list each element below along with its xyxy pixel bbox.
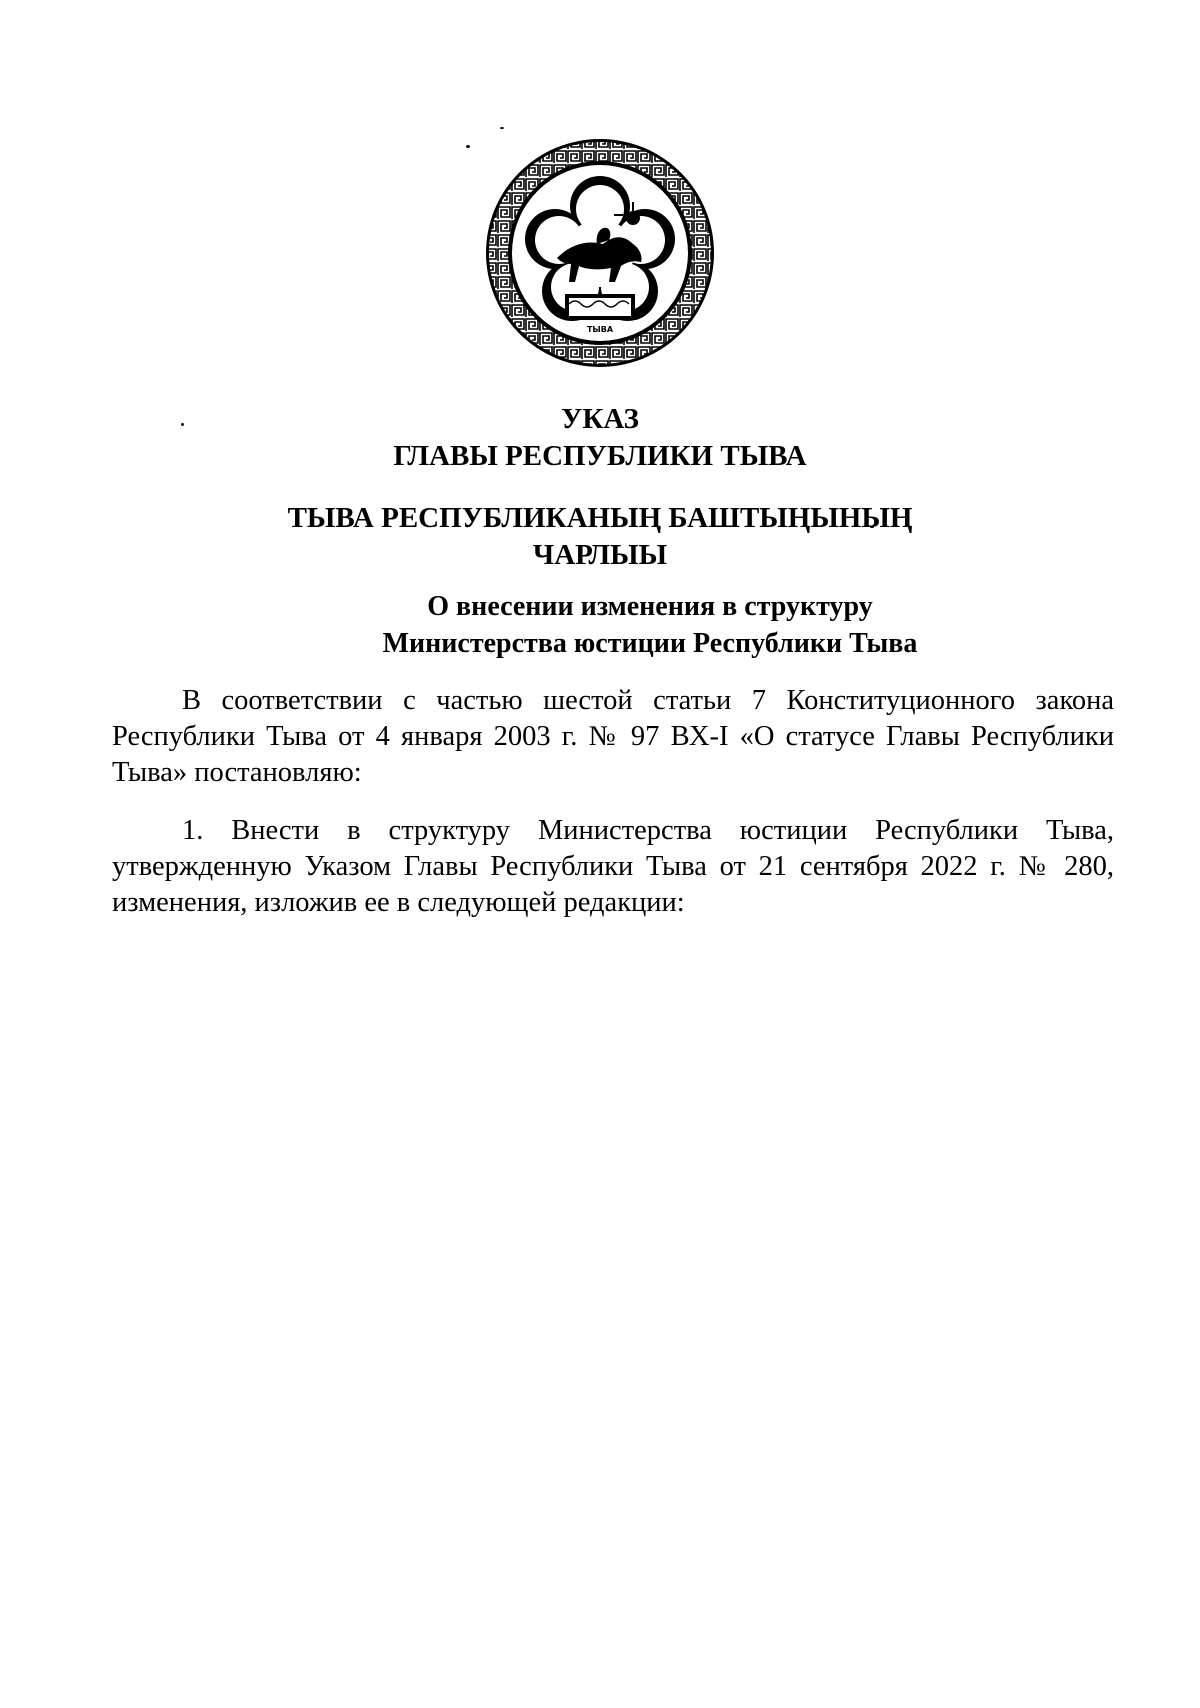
subject-line: Министерства юстиции Республики Тыва bbox=[382, 628, 918, 659]
subject-line: О внесении изменения в структуру bbox=[427, 591, 873, 622]
scan-speck bbox=[500, 127, 504, 129]
preamble-paragraph bbox=[112, 683, 1114, 791]
decree-title: УКАЗ bbox=[561, 403, 639, 435]
republic-of-tuva-emblem-icon bbox=[483, 136, 717, 370]
decree-issuer: ГЛАВЫ РЕСПУБЛИКИ ТЫВА bbox=[393, 440, 807, 472]
decree-title-tuvan: ЧАРЛЫЫ bbox=[532, 539, 668, 571]
item-1-paragraph bbox=[112, 813, 1114, 921]
decree-heading-russian bbox=[0, 401, 1200, 475]
svg-text:ТЫВА: ТЫВА bbox=[586, 325, 614, 334]
paragraph-line: 1. Внести в структуру Министерства юстиции Республики Тыва, bbox=[182, 815, 1114, 846]
decree-subject bbox=[350, 588, 950, 662]
decree-heading-tuvan bbox=[0, 500, 1200, 574]
paragraph-line: Тыва» постановляю: bbox=[112, 757, 362, 788]
paragraph-line: В соответствии с частью шестой статьи 7 Конституционного закона bbox=[182, 685, 1114, 716]
paragraph-line: изменения, изложив ее в следующей редакции: bbox=[112, 887, 685, 918]
scan-speck bbox=[466, 145, 470, 148]
paragraph-line: утвержденную Указом Главы Республики Тыва от 21 сентября 2022 г. № 280, bbox=[112, 851, 1114, 882]
decree-issuer-tuvan: ТЫВА РЕСПУБЛИКАНЫҢ БАШТЫҢЫНЫҢ bbox=[287, 502, 913, 534]
paragraph-line: Республики Тыва от 4 января 2003 г. № 97 ВХ-I «О статусе Главы Республики bbox=[112, 721, 1114, 752]
